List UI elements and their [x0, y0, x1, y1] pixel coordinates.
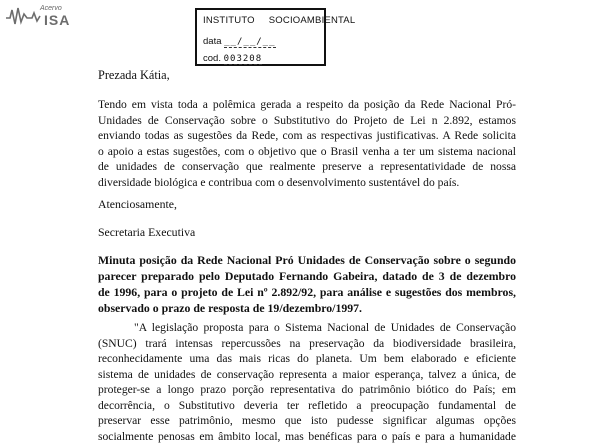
letter-body-line: o apoio a estas sugestões, com o objetivo que o Brasil venha a ter um sistema nacional [98, 144, 516, 160]
stamp-cod-label: cod. [203, 53, 221, 64]
stamp-org-part2: SOCIOAMBIENTAL [269, 15, 356, 26]
minuta-title-line: observado o prazo de resposta de 19/dezembro/1997. [98, 300, 516, 316]
minuta-title-line: parecer preparado pelo Deputado Fernando Gabeira, datado de 3 de dezembro [98, 268, 516, 284]
minuta-title [98, 252, 516, 316]
signature: Secretaria Executiva [98, 225, 195, 240]
letter-body-line: Unidades de Conservação sobre o Substitutivo do Projeto de Lei n 2.892, estamos [98, 113, 516, 129]
logo-isa-text: ISA [44, 12, 70, 28]
acervo-isa-logo [6, 4, 78, 30]
stamp-cod-line [203, 53, 262, 64]
quote-line: preservar esse patrimônio, mesmo que isto pudesse significar algumas opções [98, 413, 516, 429]
waveform-icon [6, 4, 42, 28]
stamp-org-part1: INSTITUTO [203, 15, 255, 26]
stamp-cod-value: 003208 [224, 54, 263, 65]
quote-line: decorrência, o Substitutivo deveria ter refletido a preocupação fundamental de [98, 398, 516, 414]
minuta-title-line: de 1996, para o projeto de Lei nº 2.892/92, para análise e sugestões dos membros, [98, 284, 516, 300]
quote-line: proteger-se a longo prazo porção representativa do patrimônio biótico do País; em [98, 382, 516, 398]
stamp-data-line [203, 36, 276, 47]
letter-body [98, 97, 516, 190]
minuta-title-line: Minuta posição da Rede Nacional Pró Unidades de Conservação sobre o segundo [98, 252, 516, 268]
greeting: Prezada Kátia, [98, 68, 170, 83]
stamp-data-value: __/__/__ [224, 37, 275, 48]
logo-acervo-text: Acervo [40, 5, 62, 12]
letter-body-line: de unidades de conservação que realmente preserve a representatividade de nossa [98, 159, 516, 175]
quote-line: sistema de unidades de conservação representa a maior esperança, talvez a única, de [98, 367, 516, 383]
quote-line: reconhecidamente uma das mais ricas do planeta. Um bem elaborado e eficiente [98, 351, 516, 367]
archive-stamp [195, 8, 326, 66]
closing: Atenciosamente, [98, 197, 177, 212]
quote-line: (SNUC) trará intensas repercussões na preservação da biodiversidade brasileira, [98, 336, 516, 352]
letter-body-line: enviando todas as sugestões da Rede, com as respectivas justificativas. A Rede solicita [98, 128, 516, 144]
letter-body-line: diversidade biológica e contribua com o desenvolvimento sustentável do país. [98, 175, 516, 191]
stamp-data-label: data [203, 36, 222, 47]
minuta-quote [98, 320, 516, 444]
letter-body-line: Tendo em vista toda a polêmica gerada a respeito da posição da Rede Nacional Pró- [98, 97, 516, 113]
quote-line: "A legislação proposta para o Sistema Nacional de Unidades de Conservação [98, 320, 516, 336]
quote-line: socialmente penosas em âmbito local, mas benéficas para o país e para a humanidade [98, 429, 516, 444]
stamp-org [203, 15, 355, 26]
